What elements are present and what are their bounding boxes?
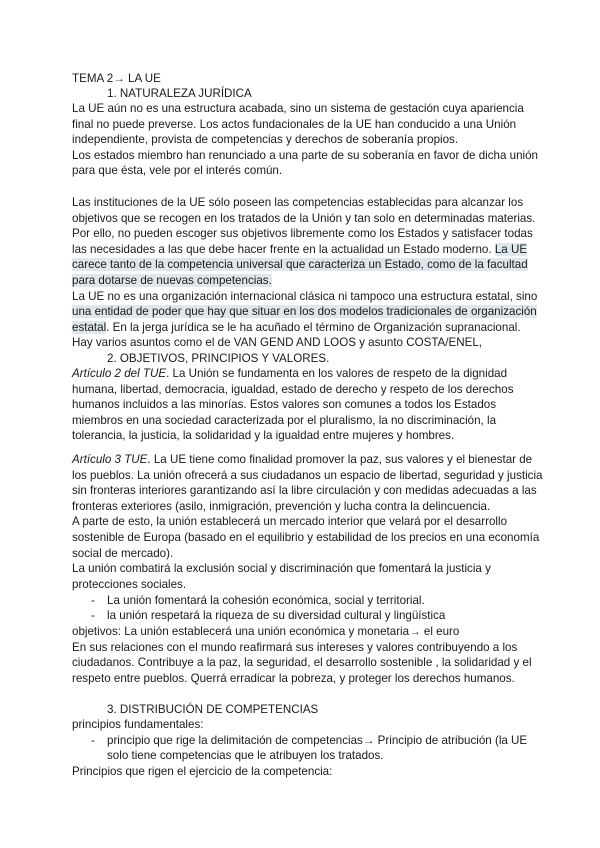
- text-line: tolerancia, la justicia, la solidaridad y la igualdad entre mujeres y hombres.: [72, 429, 455, 443]
- text-line: final no puede preverse. Los actos fundacionales de la UE han conducido a una Unión: [72, 117, 517, 131]
- text-line: [72, 257, 532, 273]
- text-line: En sus relaciones con el mundo reafirmará sus intereses y valores contribuyendo a los: [72, 640, 518, 654]
- text-line: Principios que rigen el ejercicio de la competencia:: [72, 765, 333, 778]
- text-line: [72, 304, 537, 320]
- bullet-dash: -: [91, 609, 95, 622]
- section-3-heading: 3. DISTRIBUCIÓN DE COMPETENCIAS: [107, 703, 319, 716]
- text-line: respeto entre pueblos. Querrá erradicar la pobreza, y proteger los derechos humanos.: [72, 671, 515, 685]
- text-line: Las instituciones de la UE sólo poseen las competencias establecidas para alcanzar los: [72, 196, 524, 209]
- highlighted-text: carece tanto de la competencia universal que caracteriza un Estado, como de la facultad: [72, 258, 528, 272]
- section-1-heading: 1. NATURALEZA JURÍDICA: [107, 87, 252, 100]
- bullet-item: principio que rige la delimitación de competencias→ Principio de atribución (la UE: [107, 734, 528, 747]
- text-line: La unión combatirá la exclusión social y discriminación que fomentará la justicia y: [72, 562, 491, 576]
- text-line: Hay varios asuntos como el de VAN GEND AND LOOS y asunto COSTA/ENEL,: [72, 336, 483, 350]
- text-line: social de mercado).: [72, 546, 174, 560]
- text-line: [72, 273, 532, 289]
- text-run: . La Unión se fundamenta en los valores de respeto de la dignidad: [166, 367, 508, 380]
- doc-title: TEMA 2→ LA UE: [72, 72, 161, 85]
- text-line: para que ésta, vele por el interés común.: [72, 164, 283, 178]
- highlighted-text: para dotarse de nuevas competencias.: [72, 273, 272, 287]
- bullet-item-continuation: solo tiene competencias que le atribuyen los tratados.: [107, 749, 384, 762]
- text-line: [72, 242, 532, 258]
- highlighted-text: estatal: [72, 320, 107, 334]
- highlighted-text: La UE: [494, 242, 528, 256]
- section-2-tail: [72, 624, 532, 686]
- section-2-heading: 2. OBJETIVOS, PRINCIPIOS Y VALORES.: [107, 352, 330, 365]
- text-line: ciudadanos. Contribuye a la paz, la seguridad, el desarrollo sostenible , la solidaridad y el: [72, 656, 532, 670]
- section-1-paragraph-2: [72, 195, 538, 351]
- text-line: independiente, provista de competencias y derechos de soberanía propios.: [72, 133, 459, 147]
- highlighted-text: una entidad de poder que hay que situar en los dos modelos tradicionales de organización: [72, 305, 537, 319]
- text-line: Los estados miembro han renunciado a una parte de su soberanía en favor de dicha unión: [72, 148, 538, 162]
- text-line: humanos incluidos a las minorías. Estos valores son comunes a todos los Estados: [72, 398, 497, 412]
- bullet-item: La unión fomentará la cohesión económica, social y territorial.: [107, 594, 425, 607]
- text-line: La UE aún no es una estructura acabada, sino un sistema de gestación cuya apariencia: [72, 102, 524, 115]
- text-line: los pueblos. La unión ofrecerá a sus ciudadanos un espacio de libertad, seguridad y justicia: [72, 468, 543, 482]
- bullet-dash: -: [91, 594, 95, 607]
- text-run: las necesidades a las que debe hacer frente en la actualidad un Estado moderno.: [72, 242, 495, 256]
- article-label: Artículo 3 TUE: [72, 453, 148, 466]
- article-3-paragraph: [72, 452, 543, 592]
- article-2-paragraph: [72, 366, 532, 444]
- text-line: [72, 452, 532, 468]
- text-run: . En la jerga jurídica se le ha acuñado el término de Organización supranacional.: [106, 320, 521, 334]
- text-line: [72, 366, 532, 382]
- section-1-paragraph-1: [72, 101, 538, 179]
- text-line: A parte de esto, la unión establecerá un mercado interior que velará por el desarrollo: [72, 515, 508, 529]
- text-line: principios fundamentales:: [72, 718, 204, 731]
- text-line: miembros en una sociedad caracterizada por el pluralismo, la no discriminación, la: [72, 413, 497, 427]
- bullet-dash: -: [91, 734, 95, 747]
- bullet-item: la unión respetará la riqueza de su diversidad cultural y lingüística: [107, 609, 446, 622]
- text-run: . La UE tiene como finalidad promover la paz, sus valores y el bienestar de: [147, 453, 533, 466]
- text-line: sin fronteras interiores garantizando así la libre circulación y con medidas adecuadas a las: [72, 484, 537, 498]
- text-line: objetivos: La unión establecerá una unión económica y monetaria→ el euro: [72, 625, 460, 638]
- text-line: protecciones sociales.: [72, 577, 187, 591]
- text-line: sostenible de Europa (basado en el equilibrio y estabilidad de los precios en una economía: [72, 530, 540, 544]
- text-line: Por ello, no pueden escoger sus objetivos libremente como los Estados y satisfacer todas: [72, 227, 533, 241]
- text-line: [72, 320, 532, 336]
- text-line: La UE no es una organización internacional clásica ni tampoco una estructura estatal, sino: [72, 289, 538, 303]
- article-label: Artículo 2 del TUE: [72, 367, 167, 380]
- text-line: fronteras exteriores (asilo, inmigración, prevención y lucha contra la delincuencia.: [72, 499, 491, 513]
- text-line: objetivos que se recogen en los tratados de la Unión y tan solo en determinadas materias.: [72, 211, 536, 225]
- text-line: humana, libertad, democracia, igualdad, estado de derecho y respeto de los derechos: [72, 382, 514, 396]
